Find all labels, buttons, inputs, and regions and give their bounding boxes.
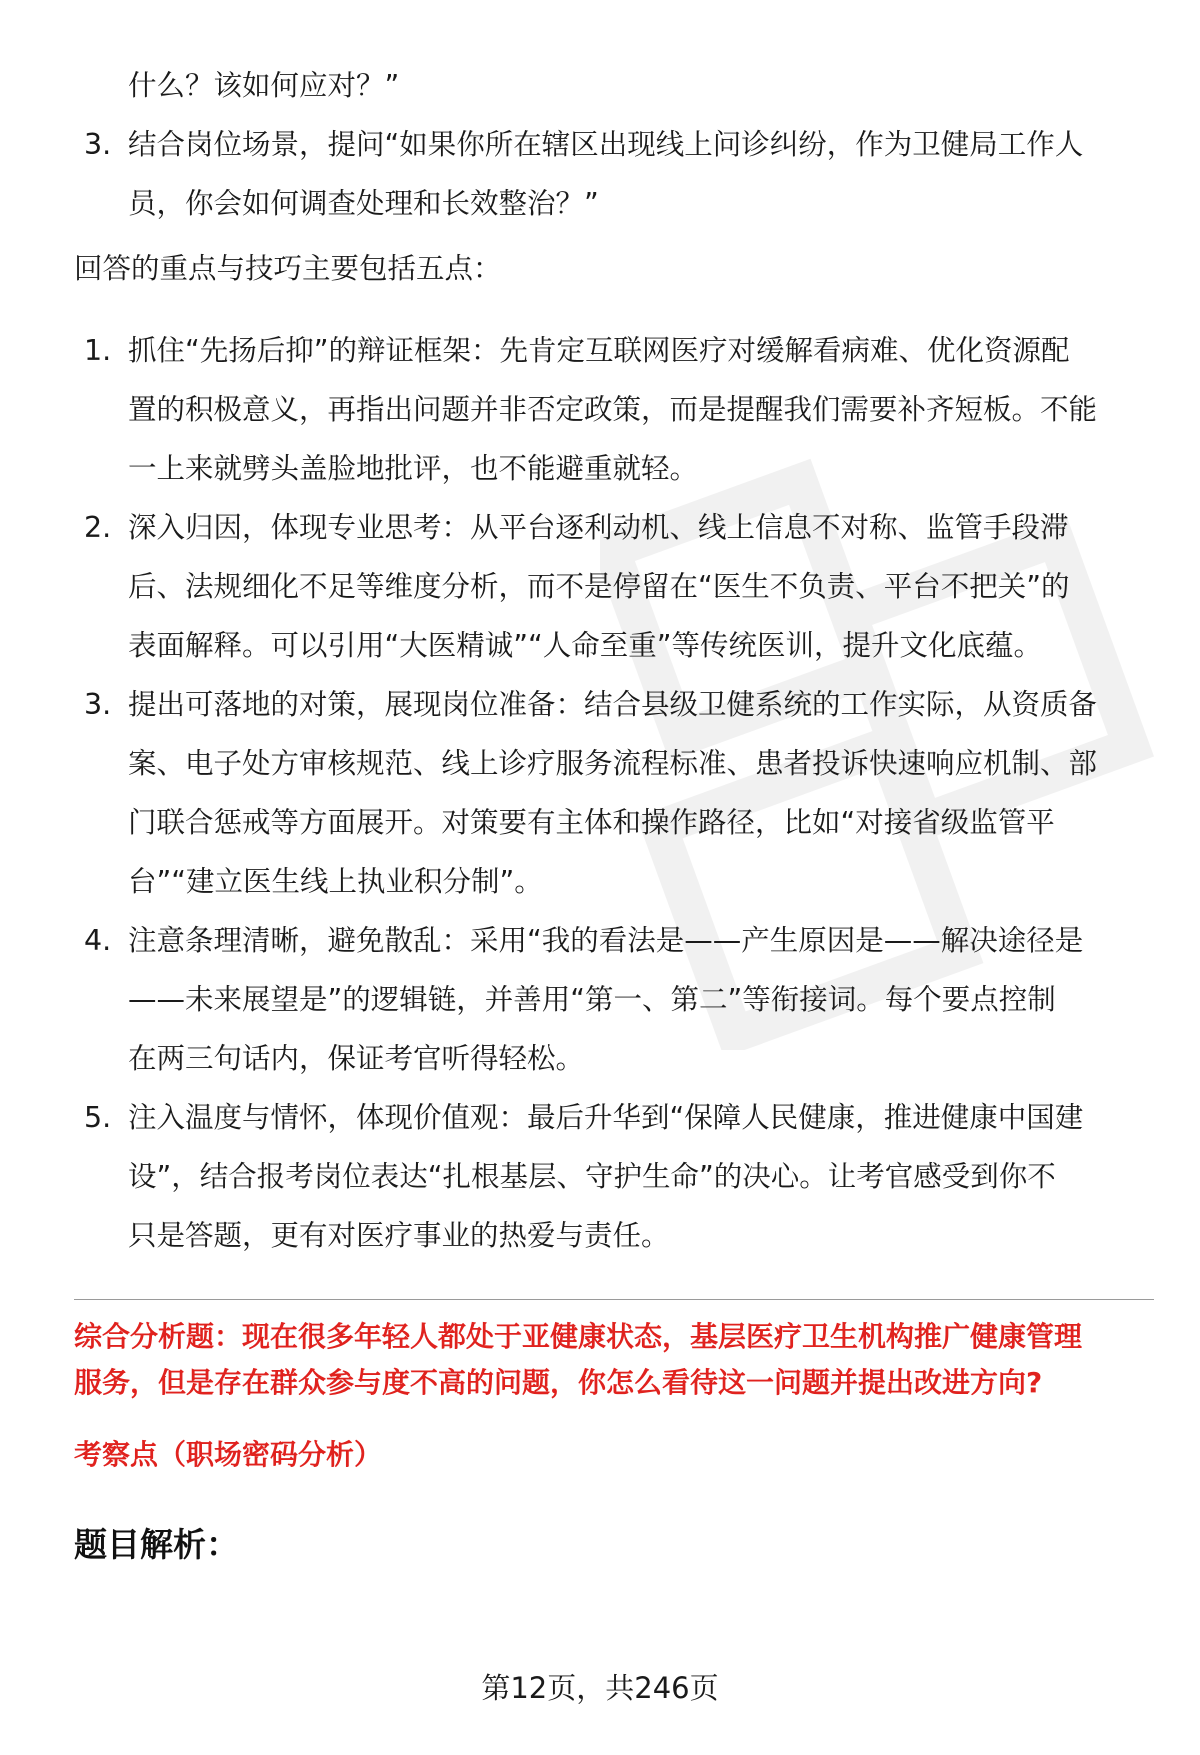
list-item-line: ——未来展望是”的逻辑链，并善用“第一、第二”等衔接词。每个要点控制 — [128, 983, 1056, 1016]
list-item-line: 注入温度与情怀，体现价值观：最后升华到“保障人民健康，推进健康中国建 — [128, 1101, 1084, 1134]
list-item-line: 抓住“先扬后抑”的辩证框架：先肯定互联网医疗对缓解看病难、优化资源配 — [128, 334, 1070, 367]
list-number: 2. — [84, 511, 112, 544]
list-item-line: 门联合惩戒等方面展开。对策要有主体和操作路径，比如“对接省级监管平 — [128, 806, 1055, 839]
continuation-line: 什么？该如何应对？” — [128, 69, 400, 102]
list-item-line: 结合岗位场景，提问“如果你所在辖区出现线上问诊纠纷，作为卫健局工作人 — [128, 128, 1084, 161]
list-item — [74, 675, 1154, 911]
exam-point: 考察点（职场密码分析） — [74, 1438, 383, 1471]
list-item-line: 员，你会如何调查处理和长效整治？” — [128, 187, 599, 220]
list-number: 3. — [84, 128, 112, 161]
list-number: 1. — [84, 334, 112, 367]
list-item-line: 一上来就劈头盖脸地批评，也不能避重就轻。 — [128, 452, 699, 485]
tips-list — [74, 321, 1154, 1265]
list-item-line: 只是答题，更有对医疗事业的热爱与责任。 — [128, 1219, 670, 1252]
list-item-line: 表面解释。可以引用“大医精诚”“人命至重”等传统医训，提升文化底蕴。 — [128, 629, 1043, 662]
question-title-line: 综合分析题：现在很多年轻人都处于亚健康状态，基层医疗卫生机构推广健康管理 — [74, 1320, 1083, 1353]
question-title-line: 服务，但是存在群众参与度不高的问题，你怎么看待这一问题并提出改进方向? — [74, 1366, 1043, 1399]
page-footer: 第12页，共246页 — [481, 1671, 719, 1705]
list-item-line: 深入归因，体现专业思考：从平台逐利动机、线上信息不对称、监管手段滞 — [128, 511, 1069, 544]
list-item-line: 提出可落地的对策，展现岗位准备：结合县级卫健系统的工作实际，从资质备 — [128, 688, 1098, 721]
list-item — [74, 115, 1154, 233]
list-item — [74, 321, 1154, 498]
analysis-heading: 题目解析： — [74, 1525, 239, 1564]
answer-intro: 回答的重点与技巧主要包括五点： — [74, 252, 502, 285]
list-item-line: 台”“建立医生线上执业积分制”。 — [128, 865, 543, 898]
list-item-line: 注意条理清晰，避免散乱：采用“我的看法是——产生原因是——解决途径是 — [128, 924, 1084, 957]
list-item — [74, 498, 1154, 675]
list-item — [74, 1088, 1154, 1265]
list-item — [74, 911, 1154, 1088]
list-number: 4. — [84, 924, 112, 957]
list-item-line: 后、法规细化不足等维度分析，而不是停留在“医生不负责、平台不把关”的 — [128, 570, 1070, 603]
document-body — [74, 56, 1154, 1570]
list-item-line: 置的积极意义，再指出问题并非否定政策，而是提醒我们需要补齐短板。不能 — [128, 393, 1098, 426]
question-list — [74, 115, 1154, 233]
list-number: 5. — [84, 1101, 112, 1134]
list-number: 3. — [84, 688, 112, 721]
list-item-line: 设”，结合报考岗位表达“扎根基层、守护生命”的决心。让考官感受到你不 — [128, 1160, 1056, 1193]
list-item-line: 在两三句话内，保证考官听得轻松。 — [128, 1042, 585, 1075]
list-item-line: 案、电子处方审核规范、线上诊疗服务流程标准、患者投诉快速响应机制、部 — [128, 747, 1098, 780]
